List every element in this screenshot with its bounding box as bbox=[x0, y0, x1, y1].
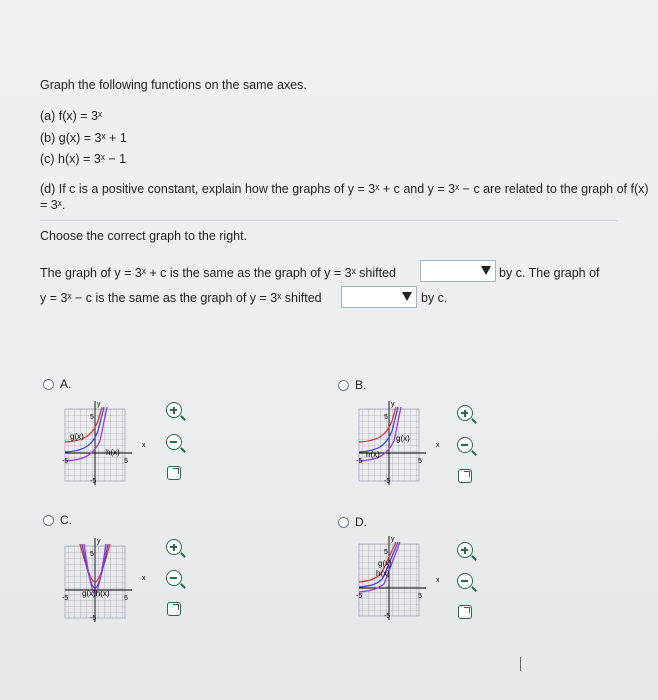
option-a-graph[interactable] bbox=[62, 397, 158, 487]
zoom-in-icon[interactable] bbox=[457, 542, 473, 558]
external-window-icon[interactable] bbox=[167, 602, 181, 616]
option-b-radio[interactable] bbox=[338, 380, 349, 391]
tick-label: 5 bbox=[90, 414, 94, 421]
zoom-in-icon[interactable] bbox=[166, 402, 182, 418]
tick-label: -5 bbox=[62, 458, 69, 465]
part-a: (a) f(x) = 3ˣ bbox=[40, 109, 103, 123]
option-b[interactable] bbox=[338, 378, 366, 392]
external-window-icon[interactable] bbox=[458, 469, 472, 483]
shift-minus-dropdown[interactable] bbox=[341, 286, 417, 308]
zoom-out-icon[interactable] bbox=[166, 434, 182, 450]
chevron-down-icon bbox=[402, 292, 412, 301]
option-d-radio[interactable] bbox=[338, 517, 349, 528]
tick-label: -5 bbox=[356, 458, 363, 465]
tick-label: -5 bbox=[90, 615, 97, 622]
tick-label: 5 bbox=[384, 549, 388, 556]
part-c: (c) h(x) = 3ˣ − 1 bbox=[40, 152, 127, 166]
option-c-graph[interactable] bbox=[62, 534, 158, 624]
tick-label: 5 bbox=[90, 551, 94, 558]
y-axis-label: y bbox=[391, 536, 395, 543]
option-a-radio[interactable] bbox=[43, 379, 54, 390]
fill-sentence-1: The graph of y = 3ˣ + c is the same as the graph of y = 3ˣ shifted bbox=[40, 266, 396, 280]
option-c[interactable] bbox=[43, 513, 72, 527]
tick-label: -5 bbox=[384, 613, 391, 620]
option-c-label: C. bbox=[60, 513, 72, 527]
zoom-out-icon[interactable] bbox=[457, 573, 473, 589]
option-b-label: B. bbox=[355, 378, 367, 392]
curve-label: g(x) bbox=[396, 434, 410, 443]
y-axis-label: y bbox=[97, 538, 101, 545]
choose-instruction: Choose the correct graph to the right. bbox=[40, 229, 248, 243]
curve-label: g(x)h(x) bbox=[82, 589, 110, 598]
tick-label: -5 bbox=[62, 595, 69, 602]
curve-label: h(x) bbox=[376, 569, 390, 578]
shift-plus-dropdown[interactable] bbox=[420, 260, 496, 282]
tick-label: 5 bbox=[124, 595, 128, 602]
tick-label: -5 bbox=[356, 593, 363, 600]
option-a[interactable] bbox=[43, 377, 71, 391]
curve-label: h(x) bbox=[106, 448, 120, 457]
zoom-in-icon[interactable] bbox=[457, 405, 473, 421]
part-d: (d) If c is a positive constant, explain how the graphs of y = 3ˣ + c and y = 3ˣ − c are related to the graph of f(x) = 3ˣ. bbox=[40, 182, 649, 212]
option-d-graph[interactable] bbox=[356, 532, 452, 622]
x-axis-label: x bbox=[436, 442, 440, 449]
external-window-icon[interactable] bbox=[458, 605, 472, 619]
divider bbox=[40, 220, 618, 221]
chevron-down-icon bbox=[481, 266, 491, 275]
option-b-graph[interactable] bbox=[356, 397, 452, 487]
x-axis-label: x bbox=[142, 442, 146, 449]
x-axis-label: x bbox=[142, 575, 146, 582]
y-axis-label: y bbox=[97, 401, 101, 408]
curve-label: g(x) bbox=[378, 559, 392, 568]
zoom-in-icon[interactable] bbox=[166, 539, 182, 555]
text-cursor bbox=[520, 657, 521, 671]
tick-label: 5 bbox=[384, 414, 388, 421]
question-intro: Graph the following functions on the same axes. bbox=[40, 78, 307, 92]
option-d-label: D. bbox=[355, 515, 367, 529]
tick-label: 5 bbox=[124, 458, 128, 465]
tick-label: 5 bbox=[418, 593, 422, 600]
fill-sentence-1-end: by c. The graph of bbox=[499, 266, 600, 280]
tick-label: -5 bbox=[384, 478, 391, 485]
zoom-out-icon[interactable] bbox=[166, 570, 182, 586]
external-window-icon[interactable] bbox=[167, 466, 181, 480]
y-axis-label: y bbox=[391, 401, 395, 408]
option-d[interactable] bbox=[338, 515, 367, 529]
fill-sentence-2: y = 3ˣ − c is the same as the graph of y = 3ˣ shifted bbox=[40, 291, 322, 305]
part-b: (b) g(x) = 3ˣ + 1 bbox=[40, 131, 127, 145]
curve-label: g(x) bbox=[70, 432, 84, 441]
option-c-radio[interactable] bbox=[43, 515, 54, 526]
fill-sentence-2-end: by c. bbox=[421, 291, 448, 305]
x-axis-label: x bbox=[436, 577, 440, 584]
tick-label: -5 bbox=[90, 478, 97, 485]
zoom-out-icon[interactable] bbox=[457, 437, 473, 453]
option-a-label: A. bbox=[60, 377, 72, 391]
curve-label: h(x) bbox=[366, 450, 380, 459]
tick-label: 5 bbox=[418, 458, 422, 465]
